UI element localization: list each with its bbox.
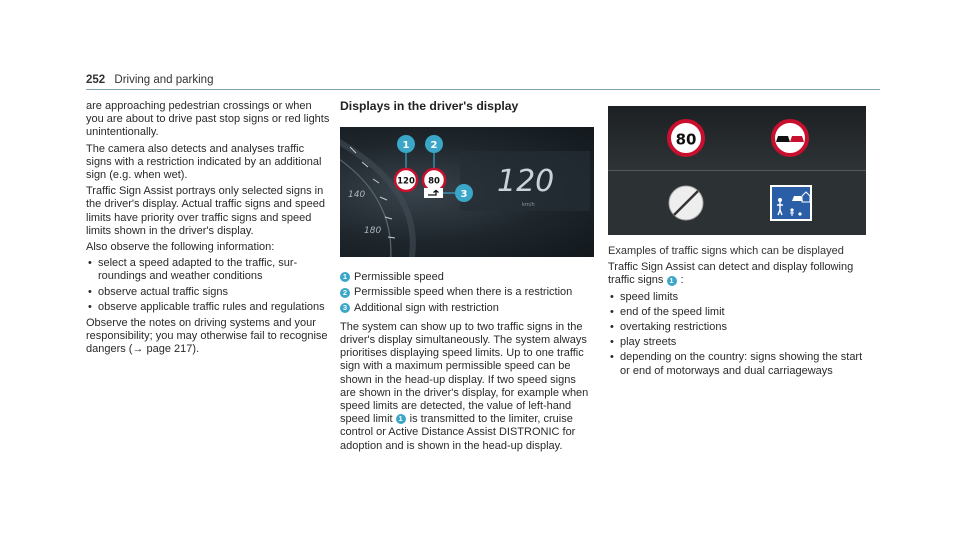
callout-2 xyxy=(425,135,443,153)
page-header xyxy=(86,74,213,86)
number-badge: 3 xyxy=(340,303,350,313)
svg-text:2: 2 xyxy=(430,140,438,152)
drivers-display-image xyxy=(340,127,594,257)
bullet-list xyxy=(86,257,330,314)
list-item: • depending on the country: signs showing the start or end of motorways and dual carriageways xyxy=(608,351,866,377)
sign-label: 120 xyxy=(397,176,415,187)
paragraph: Observe the notes on driving systems and your responsibility; you may otherwise fail to recognise dangers (→ page 217). xyxy=(86,317,328,356)
legend-item: 3 Additional sign with restriction xyxy=(340,302,594,315)
number-badge: 2 xyxy=(340,288,350,298)
speed-unit: km/h xyxy=(522,202,535,209)
paragraph: Also observe the following information: xyxy=(86,241,275,254)
list-item: • overtaking restrictions xyxy=(608,321,866,334)
car-icon xyxy=(776,136,790,142)
paragraph: are approaching pedestrian crossings or when you are about to drive past stop signs or red lights unintentionally. xyxy=(86,100,330,139)
paragraph: Traffic Sign Assist portrays only selected signs in the driver's display. Actual traffic signs and speed limits have priority over traffic signs and speed limits shown in the driver's display. xyxy=(86,185,325,237)
list-item: • speed limits xyxy=(608,291,866,304)
traffic-signs-image xyxy=(608,106,866,235)
column-middle xyxy=(340,100,594,456)
sign-label: 80 xyxy=(428,176,440,187)
image-caption: Examples of traffic signs which can be displayed xyxy=(608,245,844,257)
paragraph: The system can show up to two traffic signs in the driver's display simultaneously. The system always prioritises displaying speed limits. Up to one traffic sign with a maximum permissible speed can be shown in the head-up display. If two speed signs are shown in the driver's display, for example when speed limits are detected, the value of left-hand speed limit 1 is transmitted to the limiter, cruise control or Active Distance Assist DISTRONIC for adoption and is shown in the head-up display. xyxy=(340,320,589,452)
callout-1 xyxy=(397,135,415,153)
ball-icon xyxy=(798,212,801,215)
column-right xyxy=(608,100,866,381)
paragraph: The camera also detects and analyses traffic signs with a restriction indicated by an additional sign (e.g. when wet). xyxy=(86,142,322,182)
page-number: 252 xyxy=(86,74,106,86)
legend-item: 2 Permissible speed when there is a restriction xyxy=(340,286,594,299)
number-badge: 1 xyxy=(340,272,350,282)
scale-label: 180 xyxy=(364,226,382,237)
section-title: Driving and parking xyxy=(114,74,214,86)
column-left xyxy=(86,100,330,360)
list-item: • play streets xyxy=(608,336,866,349)
list-item: • select a speed adapted to the traffic, surroundings and weather conditions xyxy=(86,257,330,283)
scale-label: 140 xyxy=(348,190,366,201)
number-badge: 1 xyxy=(667,276,677,286)
number-badge: 1 xyxy=(396,414,406,424)
svg-text:1: 1 xyxy=(402,140,410,152)
svg-text:3: 3 xyxy=(460,189,468,201)
callout-3 xyxy=(455,184,473,202)
drivers-display-illustration xyxy=(340,127,594,257)
list-item: • observe actual traffic signs xyxy=(86,286,330,299)
paragraph: Traffic Sign Assist can detect and display following traffic signs 1 : xyxy=(608,261,854,287)
section-heading: Displays in the driver's display xyxy=(340,99,519,113)
speed-readout: 120 xyxy=(497,164,555,200)
list-item: • end of the speed limit xyxy=(608,306,866,319)
additional-sign xyxy=(424,188,443,198)
list-item: • observe applicable traffic rules and regulations xyxy=(86,301,330,314)
header-rule xyxy=(86,89,880,90)
bullet-list xyxy=(608,291,866,378)
legend-item: 1 Permissible speed xyxy=(340,271,594,284)
traffic-signs-illustration xyxy=(608,106,866,235)
sign-label: 80 xyxy=(675,130,697,149)
car-icon xyxy=(790,136,804,142)
